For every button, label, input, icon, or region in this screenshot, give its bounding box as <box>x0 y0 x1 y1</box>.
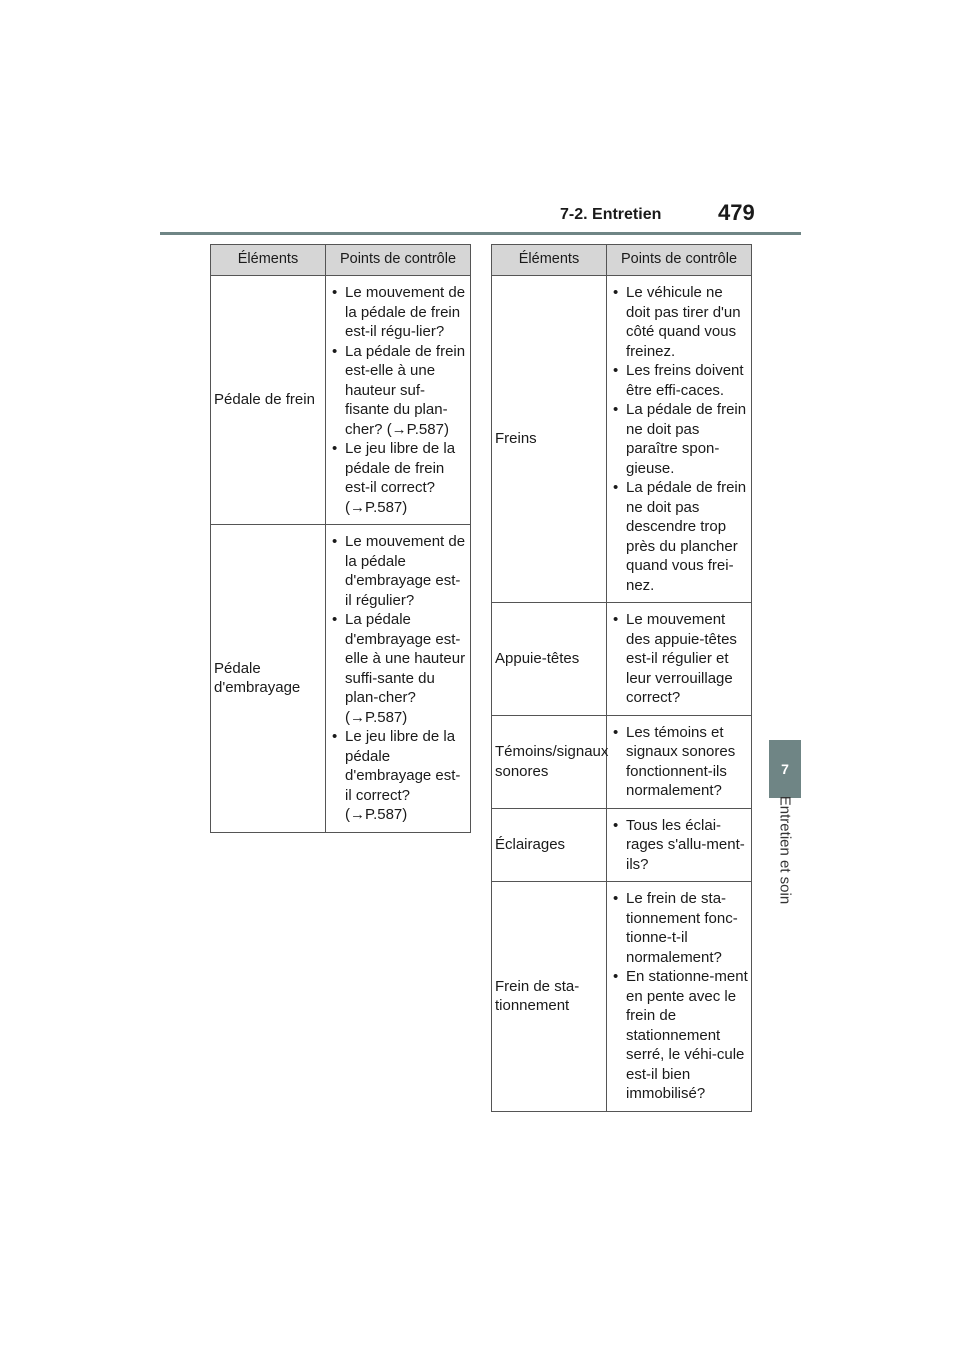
checkpoint-item: • Le jeu libre de la pédale de frein est-il correct? (→P.587) <box>329 439 467 517</box>
column-header-items: Éléments <box>211 245 326 276</box>
table-header-row <box>492 245 752 276</box>
checkpoints-cell <box>607 882 752 1112</box>
table-row <box>492 603 752 716</box>
item-cell: Appuie-têtes <box>492 603 607 716</box>
header-rule <box>160 232 801 235</box>
checkpoint-item: • Le mouvement de la pédale de frein est-il régu-lier? <box>329 283 467 342</box>
checkpoints-cell <box>326 525 471 833</box>
table-row <box>492 276 752 603</box>
column-header-checkpoints: Points de contrôle <box>607 245 752 276</box>
checkpoint-item: • En stationne-ment en pente avec le frein de stationnement serré, le véhi-cule est-il bien immobilisé? <box>610 967 748 1104</box>
checkpoint-item: • Le jeu libre de la pédale d'embrayage est-il correct? (→P.587) <box>329 727 467 825</box>
section-title: 7-2. Entretien <box>560 206 662 223</box>
checkpoints-cell <box>607 715 752 808</box>
checkpoints-cell <box>326 276 471 525</box>
column-header-checkpoints: Points de contrôle <box>326 245 471 276</box>
checkpoint-item: • Le mouvement des appuie-têtes est-il régulier et leur verrouillage correct? <box>610 610 748 708</box>
checkpoints-cell <box>607 276 752 603</box>
checkpoint-item: • Les témoins et signaux sonores fonctionnent-ils normalement? <box>610 723 748 801</box>
item-cell: Pédale de frein <box>211 276 326 525</box>
table-row <box>492 715 752 808</box>
item-cell: Pédale d'embrayage <box>211 525 326 833</box>
table-row <box>492 882 752 1112</box>
checkpoints-cell <box>607 603 752 716</box>
item-cell: Frein de sta-tionnement <box>492 882 607 1112</box>
checkpoint-item: • Le mouvement de la pédale d'embrayage est-il régulier? <box>329 532 467 610</box>
table-header-row <box>211 245 471 276</box>
checkpoint-item: • Tous les éclai-rages s'allu-ment-ils? <box>610 816 748 875</box>
chapter-label: Entretien et soin <box>776 795 794 905</box>
column-header-items: Éléments <box>492 245 607 276</box>
checkpoint-item: • Le frein de sta-tionnement fonc-tionne-t-il normalement? <box>610 889 748 967</box>
check-table-left <box>210 244 471 833</box>
table-row <box>492 808 752 882</box>
checkpoint-item: • La pédale de frein est-elle à une hauteur suf-fisante du plan-cher? (→P.587) <box>329 342 467 440</box>
page-number: 479 <box>718 200 755 225</box>
item-cell: Témoins/signaux sonores <box>492 715 607 808</box>
checkpoint-item: • Le véhicule ne doit pas tirer d'un côté quand vous freinez. <box>610 283 748 361</box>
checkpoint-item: • La pédale d'embrayage est-elle à une hauteur suffi-sante du plan-cher? (→P.587) <box>329 610 467 727</box>
checkpoint-item: • La pédale de frein ne doit pas descendre trop près du plancher quand vous frei-nez. <box>610 478 748 595</box>
chapter-tab <box>769 740 801 798</box>
table-row <box>211 525 471 833</box>
chapter-number: 7 <box>781 761 789 777</box>
checkpoints-cell <box>607 808 752 882</box>
item-cell: Freins <box>492 276 607 603</box>
check-table-right <box>491 244 752 1112</box>
checkpoint-item: • La pédale de frein ne doit pas paraître spon-gieuse. <box>610 400 748 478</box>
checkpoint-item: • Les freins doivent être effi-caces. <box>610 361 748 400</box>
item-cell: Éclairages <box>492 808 607 882</box>
table-row <box>211 276 471 525</box>
